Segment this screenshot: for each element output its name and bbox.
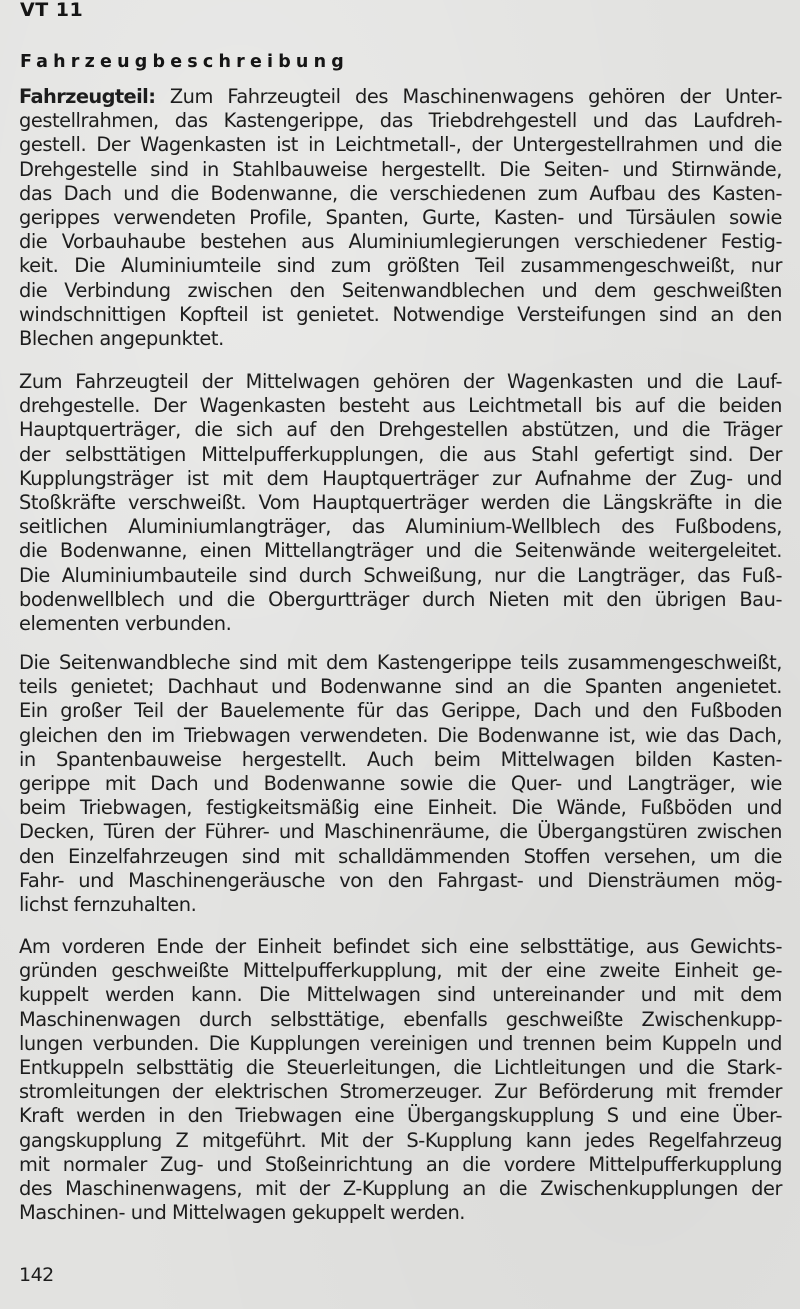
- text-line: Fahr- und Maschinengeräusche von den Fahrgast- und Diensträumen mög-: [19, 868, 782, 892]
- text-line: Stoßkräfte verschweißt. Vom Hauptquerträger werden die Längskräfte in die: [19, 490, 782, 514]
- text-line: die Bodenwanne, einen Mittellangträger und die Seitenwände weitergeleitet.: [19, 539, 782, 563]
- text-line: keit. Die Aluminiumteile sind zum größten Teil zusammengeschweißt, nur: [19, 254, 782, 278]
- text-line: Am vorderen Ende der Einheit befindet sich eine selbsttätige, aus Gewichts-: [19, 935, 782, 958]
- page-number: 142: [19, 1264, 54, 1286]
- text-line: Kraft werden in den Triebwagen eine Übergangskupplung S und eine Über-: [19, 1104, 782, 1128]
- text-line: drehgestelle. Der Wagenkasten besteht aus Leichtmetall bis auf die beiden: [19, 394, 782, 418]
- text-line: gerippe mit Dach und Bodenwanne sowie die Quer- und Langträger, wie: [19, 771, 782, 795]
- text-line: Maschinenwagen durch selbsttätige, ebenfalls geschweißte Zwischenkupp-: [19, 1007, 782, 1031]
- text-line: die Vorbauhaube bestehen aus Aluminiumlegierungen verschiedener Festig-: [19, 230, 782, 254]
- paragraph-seitenwandbleche: [19, 651, 782, 917]
- paragraph-mittelwagen: [19, 370, 782, 636]
- running-head: VT 11: [20, 0, 84, 21]
- text-line: den Einzelfahrzeugen sind mit schalldämmenden Stoffen versehen, um die: [19, 844, 782, 868]
- paragraph-kupplungen: [19, 935, 782, 1225]
- text-line: Hauptquerträger, die sich auf den Drehgestellen abstützen, und die Träger: [19, 418, 782, 442]
- text-line: elementen verbunden.: [19, 611, 232, 635]
- text-line: gründen geschweißte Mittelpufferkupplung, mit der eine zweite Einheit ge-: [19, 959, 782, 983]
- run-in-heading: Fahrzeugteil:: [19, 85, 156, 108]
- text-line: Die Aluminiumbauteile sind durch Schweißung, nur die Langträger, das Fuß-: [19, 563, 782, 587]
- text-line: stromleitungen der elektrischen Stromerzeuger. Zur Beförderung mit fremder: [19, 1080, 782, 1104]
- text-line: der selbsttätigen Mittelpufferkupplungen, die aus Stahl gefertigt sind. Der: [19, 442, 782, 466]
- text-line: kuppelt werden kann. Die Mittelwagen sind untereinander und mit dem: [19, 983, 782, 1007]
- text-line: beim Triebwagen, festigkeitsmäßig eine Einheit. Die Wände, Fußböden und: [19, 796, 782, 820]
- text-line: gleichen den im Triebwagen verwendeten. Die Bodenwanne ist, wie das Dach,: [19, 723, 782, 747]
- text-line: Drehgestelle sind in Stahlbauweise hergestellt. Die Seiten- und Stirnwände,: [19, 157, 782, 181]
- text-line: windschnittigen Kopfteil ist genietet. Notwendige Versteifungen sind an den: [19, 302, 782, 326]
- text-line: gestell. Der Wagenkasten ist in Leichtmetall-, der Untergestellrahmen und die: [19, 133, 782, 157]
- text-line: seitlichen Aluminiumlangträger, das Aluminium-Wellblech des Fußbodens,: [19, 515, 782, 539]
- text-line: gangskupplung Z mitgeführt. Mit der S-Kupplung kann jedes Regelfahrzeug: [19, 1128, 782, 1152]
- paragraph-fahrzeugteil-maschinenwagen: [19, 85, 782, 351]
- text-line-content: Zum Fahrzeugteil des Maschinenwagens gehören der Unter-: [155, 85, 782, 108]
- text-line: des Maschinenwagens, mit der Z-Kupplung an die Zwischenkupplungen der: [19, 1176, 782, 1200]
- text-line: gerippes verwendeten Profile, Spanten, Gurte, Kasten- und Türsäulen sowie: [19, 205, 782, 229]
- text-line: die Verbindung zwischen den Seitenwandblechen und dem geschweißten: [19, 278, 782, 302]
- text-line: Ein großer Teil der Bauelemente für das Gerippe, Dach und den Fußboden: [19, 699, 782, 723]
- text-line: Entkuppeln selbsttätig die Steuerleitungen, die Lichtleitungen und die Stark-: [19, 1055, 782, 1079]
- text-line: mit normaler Zug- und Stoßeinrichtung an die vordere Mittelpufferkupplung: [19, 1152, 782, 1176]
- section-title: Fahrzeugbeschreibung: [20, 52, 349, 72]
- text-line: [19, 85, 782, 109]
- text-line: bodenwellblech und die Obergurtträger durch Nieten mit den übrigen Bau-: [19, 587, 782, 611]
- text-line: Maschinen- und Mittelwagen gekuppelt werden.: [19, 1201, 466, 1225]
- text-line: Kupplungsträger ist mit dem Hauptquerträger zur Aufnahme der Zug- und: [19, 466, 782, 490]
- text-line: lungen verbunden. Die Kupplungen vereinigen und trennen beim Kuppeln und: [19, 1031, 782, 1055]
- text-line: Blechen angepunktet.: [19, 326, 224, 350]
- text-line: gestellrahmen, das Kastengerippe, das Triebdrehgestell und das Laufdreh-: [19, 109, 782, 133]
- text-line: in Spantenbauweise hergestellt. Auch beim Mittelwagen bilden Kasten-: [19, 747, 782, 771]
- text-line: teils genietet; Dachhaut und Bodenwanne sind an die Spanten angenietet.: [19, 675, 782, 699]
- text-line: das Dach und die Bodenwanne, die verschiedenen zum Aufbau des Kasten-: [19, 181, 782, 205]
- text-line: Decken, Türen der Führer- und Maschinenräume, die Übergangstüren zwischen: [19, 820, 782, 844]
- text-line: lichst fernzuhalten.: [19, 892, 197, 916]
- text-line: Zum Fahrzeugteil der Mittelwagen gehören der Wagenkasten und die Lauf-: [19, 370, 782, 393]
- text-line: Die Seitenwandbleche sind mit dem Kastengerippe teils zusammengeschweißt,: [19, 651, 782, 674]
